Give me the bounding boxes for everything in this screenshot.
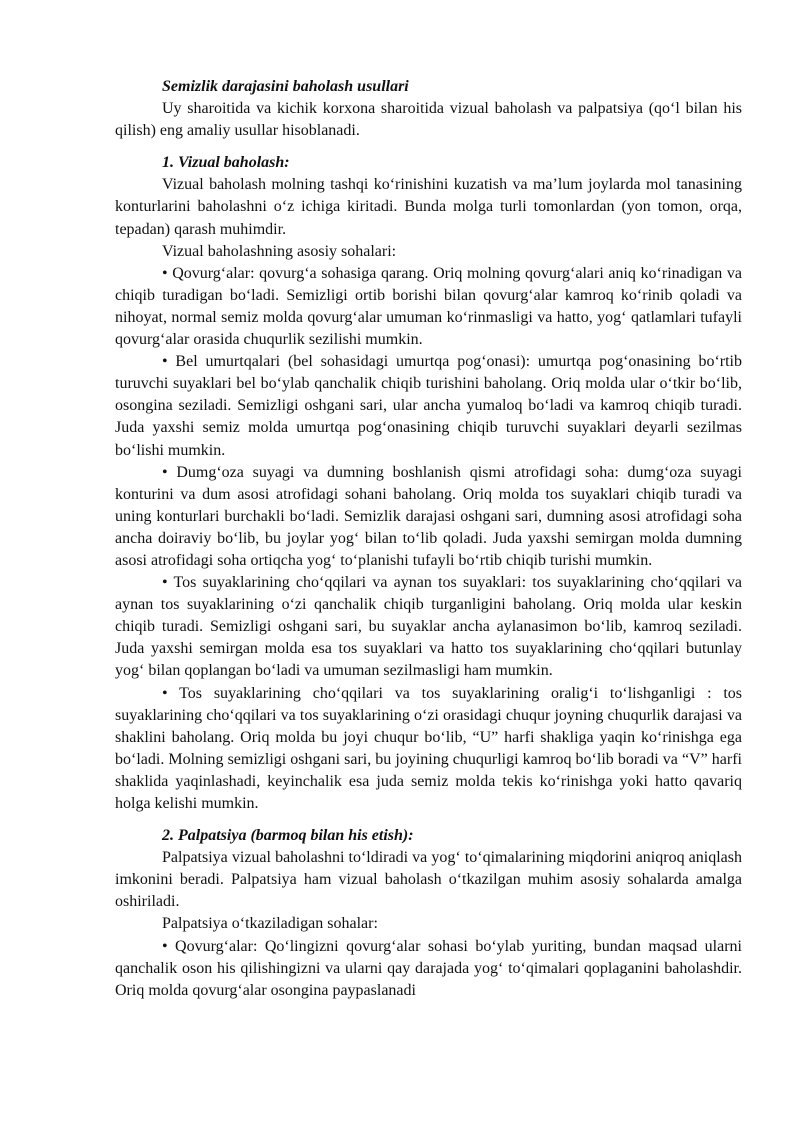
section1-intro: Vizual baholash molning tashqi ko‘rinishini kuzatish va ma’lum joylarda mol tanasining konturlarini baholashni o‘z ichiga kiritadi. Bunda molga turli tomonlardan (yon tomon, orqa, tepadan) qarash muhimdir. — [115, 176, 742, 238]
section1-bullet-spine: • Bel umurtqalari (bel sohasidagi umurtqa pog‘onasi): umurtqa pog‘onasining bo‘rtib turuvchi suyaklari bel bo‘ylab qanchalik chiqib turishini baholang. Oriq molda ular o‘tkir bo‘lib, osongina seziladi. Semizligi oshgani sari, ular ancha yumaloq bo‘ladi va kamroq chiqib turadi. Juda yaxshi semiz molda umurtqa pog‘onasining chiqib turuvchi suyaklari deyarli sezilmas bo‘lishi mumkin. — [115, 353, 742, 459]
document-title: Semizlik darajasini baholash usullari — [162, 78, 409, 95]
section1-bullet-ribs: • Qovurg‘alar: qovurg‘a sohasiga qarang. Oriq molning qovurg‘alari aniq ko‘rinadigan va chiqib turadigan bo‘ladi. Semizligi ortib borishi bilan qovurg‘alar kamroq ko‘rinib qoladi va nihoyat, normal semiz molda qovurg‘alar umuman ko‘rinmasligi va hatto, yog‘ qatlamlari tufayli qovurg‘alar orasida chuqurlik sezilishi mumkin. — [115, 264, 742, 349]
section2-bullet-ribs: • Qovurg‘alar: Qo‘lingizni qovurg‘alar sohasi bo‘ylab yuriting, bundan maqsad ularni qanchalik oson his qilishingizni va ularni qay darajada yog‘ to‘qimalari qoplaganini baholashdir. Oriq molda qovurg‘alar osongina paypaslanadi — [115, 937, 742, 999]
section2-areas-label: Palpatsiya o‘tkaziladigan sohalar: — [162, 915, 378, 933]
section1-bullet-pin-hollow: • Tos suyaklarining cho‘qqilari va tos suyaklarining oralig‘i to‘lishganligi : tos suyaklarining cho‘qqilari va tos suyaklarining o‘zi orasidagi chuqur joyning chuqurlik darajasi va shaklini baholang. Oriq molda bu joyi chuqur bo‘lib, “U” harfi shakliga yaqin ko‘rinishga ega bo‘ladi. Molning semizligi oshgani sari, bu joyining chuqurligi kamroq bo‘lib boradi va “V” harfi shaklida yaqinlashadi, keyinchalik esa juda semiz molda tekis ko‘rinishga yoki hatto qavariq holga kelishi mumkin. — [115, 684, 742, 812]
section1-areas-label: Vizual baholashning asosiy sohalari: — [162, 242, 397, 260]
section1-bullet-tailhead: • Dumg‘oza suyagi va dumning boshlanish qismi atrofidagi soha: dumg‘oza suyagi konturini va dum asosi atrofidagi sohani baholang. Oriq molda tos suyaklari chiqib turadi va uning konturlari burchakli bo‘ladi. Semizlik darajasi oshgani sari, dumning asosi atrofidagi soha ancha doiraviy bo‘lib, bu joylar yog‘ bilan to‘lib qoladi. Juda yaxshi semirgan molda dumning asosi atrofidagi soha ortiqcha yog‘ to‘planishi tufayli bo‘rtib chiqib turishi mumkin. — [115, 463, 742, 569]
section2-heading: 2. Palpatsiya (barmoq bilan his etish): — [162, 827, 414, 845]
section1-bullet-pin-bones: • Tos suyaklarining cho‘qqilari va aynan tos suyaklari: tos suyaklarining cho‘qqilari va aynan tos suyaklarining o‘zi qanchalik chiqib turganligini baholang. Oriq molda ular keskin chiqib turadi. Semizligi oshgani sari, bu suyaklar ancha aylanasimon bo‘lib, kamroq seziladi. Juda yaxshi semirgan molda esa tos suyaklari va hatto tos suyaklarining cho‘qqilari butunlay yog‘ bilan qoplangan bo‘ladi va umuman sezilmasligi ham mumkin. — [115, 574, 742, 680]
intro-paragraph: Uy sharoitida va kichik korxona sharoitida vizual baholash va palpatsiya (qo‘l bilan his qilish) eng amaliy usullar hisoblanadi. — [115, 100, 742, 140]
section2-intro: Palpatsiya vizual baholashni to‘ldiradi va yog‘ to‘qimalarining miqdorini aniqroq aniqlash imkonini beradi. Palpatsiya ham vizual baholash o‘tkazilgan muhim asosiy sohalarda amalga oshiriladi. — [115, 849, 742, 911]
section1-heading: 1. Vizual baholash: — [162, 154, 290, 172]
